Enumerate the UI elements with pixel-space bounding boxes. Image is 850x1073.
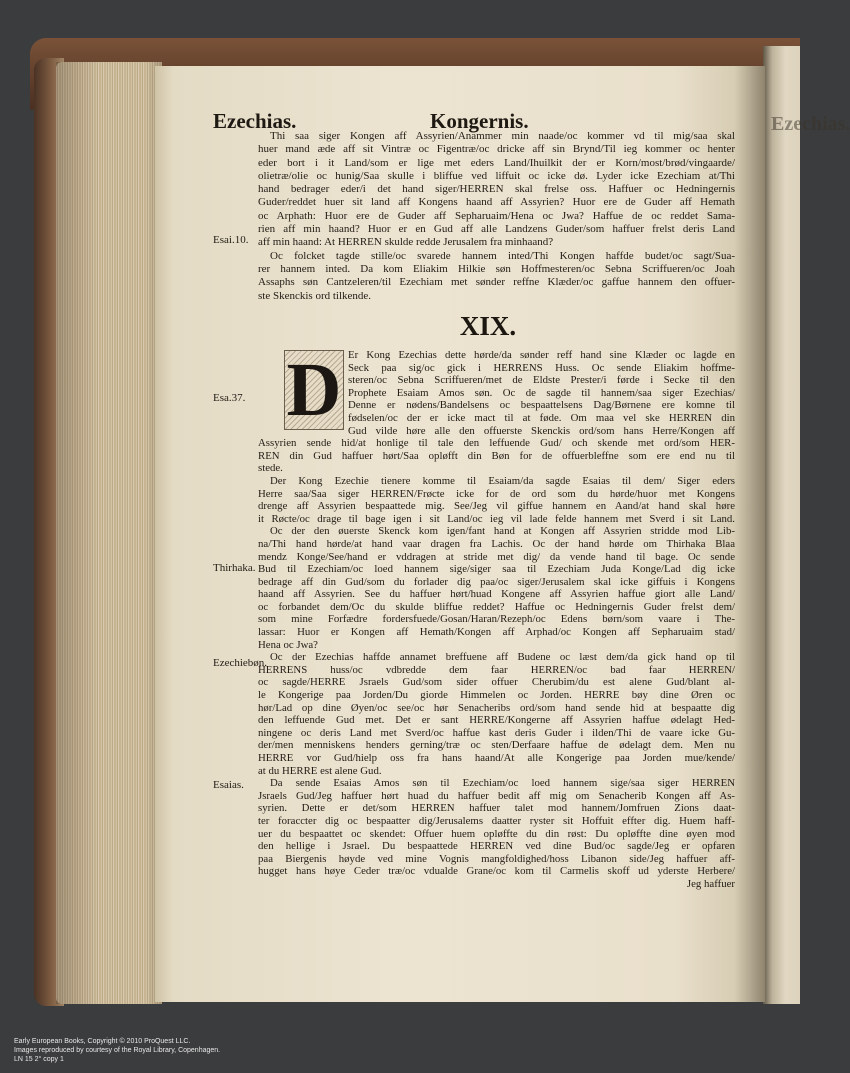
line-text: HERRENS huss/oc vdbredde dem faar HERREN/oc bad faar HERREN/ [258, 663, 735, 676]
image-credits [14, 1037, 220, 1064]
text-line [258, 689, 735, 702]
line-text: it Røcte/oc drage til bage igen i sit Land/oc ieg vil lade felde hannem met Sverd i sit Land. [258, 512, 735, 525]
line-text: HERRE vor Gud/hielp oss fra hans haand/At alle Kongerige paa Jorden mue/kende/ [258, 752, 735, 764]
line-text: Jsraels Gud/Jeg haffuer hørt huad du haffuer bedit aff mig om Senacherib Kongen aff As- [258, 789, 735, 802]
line-text: Da sende Esaias Amos søn til Ezechiam/oc loed hannem sige/saa siger HERREN [270, 777, 736, 790]
line-text: oc sagde/HERRE Jsraels Gud/som sider offuer Cherubim/du est alene Gud/blant al- [258, 676, 735, 689]
text-line [258, 399, 735, 412]
line-text: paa Biergenis høyde ved mine Vognis mangfoldighed/hoss Libanon side/Jeg haffuer aff- [258, 852, 735, 865]
line-text: Gud vilde høre alle den offuerste Skenckis ord/som hans Herre/Kongen aff [348, 424, 735, 437]
line-text: som mine Forfædre fordersfuede/Gosan/Haran/Rezeph/oc Edens børn/som vaare i The- [258, 613, 735, 626]
text-line [258, 450, 735, 463]
line-text: aff min haand: At HERREN skulde redde Jerusalem fra minhaand? [258, 236, 554, 249]
text-line [258, 183, 735, 196]
catchword: Jeg haffuer [686, 877, 735, 890]
text-line [258, 196, 735, 209]
text-line [258, 276, 735, 289]
line-text: huer mand æde aff sit Vintræ oc Figentræ/oc dricke aff sin Brynd/Til ieg kommer oc henter [258, 143, 735, 156]
line-text: Hena oc Jwa? [258, 638, 318, 651]
line-text: Assyrien sende hid/at honlige til tale den leffuende Gud/ och skende met ord/som HER- [258, 437, 735, 450]
text-line [258, 802, 735, 815]
text-line [258, 626, 735, 639]
text-line [258, 714, 735, 727]
line-text: fødselen/oc der er icke mact til at føde. Om maa vel ske HERREN din [348, 411, 735, 424]
text-line [258, 462, 735, 475]
text-line [258, 739, 735, 752]
text-line [258, 613, 735, 626]
text-line [258, 727, 735, 740]
line-text: den leffuende Gud met. Det er sant HERRE/Kongerne aff Assyrien haffue ødelagt Hed- [258, 714, 735, 727]
page-stack-shade [56, 62, 162, 1004]
text-line [258, 210, 735, 223]
line-text: rer hannem inted. Da kom Eliakim Hilkie søn Hoffmesteren/oc Sebna Scriffueren/oc Joah [258, 262, 735, 275]
line-text: bedrage aff din Gud/som du forlader dig paa/oc siger/Jerusalem skal icke giffuis i Kongens [258, 575, 735, 588]
text-line [258, 157, 735, 170]
text-line [258, 538, 735, 551]
line-text: eder bort i it Land/som er lige met eders Land/Ihuilkit der er Korn/most/brød/vingaarde/ [258, 156, 735, 169]
text-line [258, 639, 735, 652]
text-line [258, 387, 735, 400]
text-line [258, 263, 735, 276]
text-line [258, 130, 735, 143]
text-line [258, 828, 735, 841]
line-text: Der Kong Ezechie tienere komme til Esaiam/da sagde Esaias til dem/ Siger eders [270, 474, 735, 487]
text-line [258, 500, 735, 513]
facing-page-head: Ezechias. [771, 113, 850, 135]
line-text: Oc folcket tagde stille/oc svarede hannem inted/Thi Kongen haffde budet/oc sagt/Sua- [270, 249, 735, 262]
text-line [258, 601, 735, 614]
line-text: ningene oc deris Land met Sverd/oc haffue kast deris Guder i ilden/Thi de vaare icke Gu- [258, 726, 735, 739]
line-text: Er Kong Ezechias dette hørde/da sønder reff hand sine Klæder oc lagde en [348, 349, 735, 361]
text-line [258, 588, 735, 601]
text-line [258, 362, 735, 375]
text-line [258, 840, 735, 853]
text-line [258, 790, 735, 803]
text-line [258, 290, 735, 303]
line-text: drenge aff Assyrien bespaattede mig. See/Jeg vil giffue hannem en Aand/at hand skal høre [258, 500, 735, 513]
text-line [258, 250, 735, 263]
text-line [258, 488, 735, 501]
drop-cap-letter: D [286, 348, 342, 432]
text-line [258, 223, 735, 236]
chapter-heading: XIX. [459, 311, 517, 341]
text-line [258, 853, 735, 866]
text-line [258, 349, 735, 362]
line-text: Denne er nødens/Bandelsens oc bespaattelsens Dag/Børnene ere komne til [348, 399, 735, 412]
text-line [258, 236, 735, 249]
line-text: ter foraccter dig oc bespaatter dig/Jerusalems daatter ryster sit Hoffuit effter dig. Huem haff- [258, 814, 735, 827]
line-text: syrien. Dette er det/som HERREN haffuer talet mod hannem/Jomfruen Zions daat- [258, 802, 735, 815]
line-text: le Kongerige paa Jorden/Du giorde Himmelen oc Jorden. HERRE bøy dine Øren oc [258, 689, 736, 702]
text-line [258, 676, 735, 689]
line-text: der/men menniskens henders gerning/træ oc sten/Derfaare haffue de ødelagt dem. Men nu [258, 739, 735, 752]
facing-page [763, 46, 850, 1004]
line-text: Oc der den øuerste Skenck kom igen/fant hand at Kongen aff Assyrien stridde mod Lib- [270, 525, 735, 538]
text-line [258, 437, 735, 450]
text-line [258, 702, 735, 715]
margin-note: Ezechiebøn. [213, 657, 268, 669]
line-text: Guder/reddet huer sit land aff Kongens haand aff Assyrien? Huor ere de Guder aff Hemath [258, 196, 735, 209]
line-text: haand aff Assyrien. See du haffuer hørt/huad Kongene aff Assyrien haffue giort alle Land/ [258, 588, 735, 601]
line-text: lassar: Huor er Kongen aff Hemath/Kongen aff Arphad/oc Kongen aff Sepharuaim stad/ [258, 626, 735, 639]
line-text: Oc der Ezechias haffde annamet breffuene aff Budene oc læst dem/da gick hand op til [270, 651, 735, 664]
line-text: mendz Konge/See/hand er vddragen at stride met dig/ da vende hand til bage. Oc sende [258, 550, 735, 563]
text-line [258, 412, 735, 425]
text-line [258, 865, 735, 878]
text-line [258, 765, 735, 778]
text-line [258, 475, 735, 488]
line-text: den hellige i Jsrael. Du bespaattede HERREN ved dine Bud/oc sagde/Jeg er opfaren [258, 840, 735, 853]
line-text: rien aff min haand? Huor er en Gud aff alle Landzens Guder/som haffuer frelst deris Land [258, 223, 736, 236]
text-line [258, 143, 735, 156]
text-line [258, 576, 735, 589]
text-line [258, 513, 735, 526]
line-text: uer du bespaattet oc skendet: Offuer huem opløffte du din røst: Du opløffte dine øyen mod [258, 827, 735, 840]
credit-line: LN 15 2° copy 1 [14, 1056, 64, 1063]
line-text: Seck paa sig/oc gick i HERRENS Huss. Oc sende Eliakim hoffme- [348, 361, 735, 374]
credit-line: Early European Books, Copyright © 2010 ProQuest LLC. [14, 1038, 191, 1045]
margin-note: Esa.37. [213, 392, 246, 404]
line-text: REN din Gud haffuer hørt/Saa opløfft din Bøn for de offuerbleffne som ere end nu til [258, 449, 736, 462]
margin-note: Esaias. [213, 779, 244, 791]
chapter-18-text [258, 130, 735, 303]
text-line [258, 752, 735, 765]
text-line [258, 651, 735, 664]
text-line [258, 815, 735, 828]
line-text: ste Skenckis ord tilkende. [258, 289, 372, 302]
line-text: hand bedrager eder/i det hand siger/HERREN skal frelse oss. Haffuer oc Hedningernis [258, 183, 735, 196]
line-text: steren/oc Sebna Scriffueren/met de Eldste Prester/i førde i Secke til den [348, 374, 735, 387]
text-line [258, 425, 735, 438]
line-text: Thi saa siger Kongen aff Assyrien/Anammer min naade/oc kommer vd til mig/saa skal [270, 130, 735, 142]
margin-note: Esai.10. [213, 234, 249, 246]
text-line [258, 664, 735, 677]
line-text: oc Arphath: Huor ere de Guder aff Sepharuaim/Hena oc Jwa? Haffue de oc reddet Sama- [258, 209, 736, 222]
line-text: Prophete Esaiam Amos søn. Oc de sagde til hannem/saa siger Ezechias/ [348, 386, 735, 399]
line-text: na/Thi hand hørde/at hand vaar dragen fra Lachis. Oc der hand hørde om Thirhaka Blaa [258, 537, 735, 550]
line-text: Assaphs søn Cantzeleren/til Ezechiam met sønder reffne Klæder/oc gaffue hannem den offuer- [258, 276, 735, 289]
credit-line: Images reproduced by courtesy of the Royal Library, Copenhagen. [14, 1047, 221, 1054]
text-line [258, 563, 735, 576]
line-text: oc forbandet dem/Oc du skulde bliffue reddet? Haffue oc Hedningernis Guder frelst dem/ [258, 600, 735, 613]
line-text: Herre saa/Saa siger HERREN/Frøcte icke for de ord som du hørde/huor met Kongens [258, 487, 735, 500]
margin-note: Thirhaka. [213, 562, 256, 574]
line-text: olietræ/olie oc hunig/Saa skulle i bliffue ved liffuit oc icke dø. Lyder icke Ezechiam at/Thi [258, 169, 735, 182]
text-line [258, 374, 735, 387]
line-text: stede. [258, 462, 283, 475]
text-line [258, 170, 735, 183]
text-line [258, 551, 735, 564]
running-head-title: Kongernis. [430, 109, 529, 133]
chapter-19-text [258, 349, 735, 891]
line-text: Bud til Ezechiam/oc loed hannem sige/siger saa til Ezechiam Juda Konge/Lad dig icke [258, 563, 735, 576]
text-line [258, 777, 735, 790]
line-text: hør/Lad op dine Øyen/oc see/oc hør Senacheribs ord/som hand sende hid at bespaatte dig [258, 701, 735, 714]
running-head-left: Ezechias. [213, 109, 297, 133]
page-stack-edge [56, 62, 162, 1004]
catchword-line [258, 878, 735, 891]
text-line [258, 525, 735, 538]
line-text: at du HERRE est alene Gud. [258, 764, 382, 777]
line-text: hugget hans høye Ceder træ/oc vdualde Grane/oc kom til Carmelis skoff ud yderste Herbere/ [258, 865, 735, 878]
